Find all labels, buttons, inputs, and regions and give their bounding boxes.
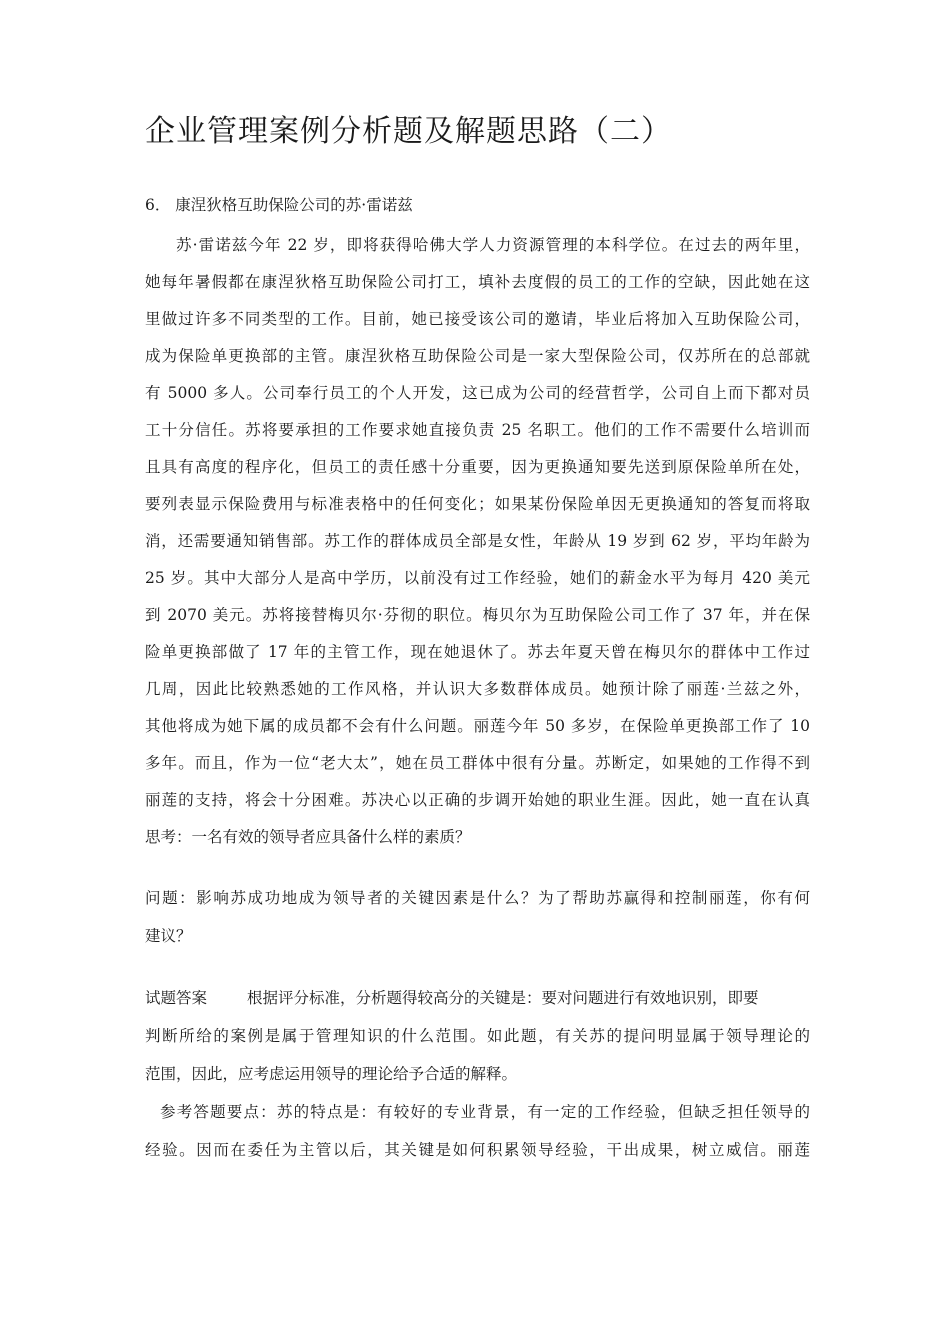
- answer-label: 试题答案: [145, 989, 208, 1007]
- answer-line: 判断所给的案例是属于管理知识的什么范围。如此题，有关苏的提问明显属于领导理论的: [145, 1027, 810, 1045]
- case-line: 苏·雷诺兹今年 22 岁，即将获得哈佛大学人力资源管理的本科学位。在过去的两年里，: [176, 236, 810, 254]
- answer-first-line: [145, 985, 810, 1011]
- case-line: 其他将成为她下属的成员都不会有什么问题。丽莲今年 50 多岁，在保险单更换部工作了 10: [145, 717, 810, 735]
- question-line: 建议？: [145, 927, 192, 945]
- case-line: 25 岁。其中大部分人是高中学历，以前没有过工作经验，她们的薪金水平为每月 420 美元: [145, 569, 810, 587]
- case-line: 消，还需要通知销售部。苏工作的群体成员全部是女性，年龄从 19 岁到 62 岁，平均年龄为: [145, 532, 810, 550]
- case-line: 且具有高度的程序化，但员工的责任感十分重要，因为更换通知要先送到原保险单所在处，: [145, 458, 810, 476]
- document-title: 企业管理案例分析题及解题思路（二）: [145, 114, 672, 149]
- case-line: 她每年暑假都在康涅狄格互助保险公司打工，填补去度假的员工的工作的空缺，因此她在这: [145, 273, 810, 291]
- case-line: 多年。而且，作为一位“老大太”，她在员工群体中很有分量。苏断定，如果她的工作得不到: [145, 754, 810, 772]
- case-line: 有 5000 多人。公司奉行员工的个人开发，这已成为公司的经营哲学，公司自上而下都对员: [145, 384, 810, 402]
- case-line: 工十分信任。苏将要承担的工作要求她直接负责 25 名职工。他们的工作不需要什么培训而: [145, 421, 810, 439]
- case-line: 要列表显示保险费用与标准表格中的任何变化；如果某份保险单因无更换通知的答复而将取: [145, 495, 810, 513]
- reference-line: 经验。因而在委任为主管以后，其关键是如何积累领导经验，干出成果，树立威信。丽莲: [145, 1141, 810, 1159]
- answer-line: 范围，因此，应考虑运用领导的理论给予合适的解释。: [145, 1065, 518, 1083]
- reference-line: 参考答题要点：苏的特点是：有较好的专业背景，有一定的工作经验，但缺乏担任领导的: [160, 1103, 810, 1121]
- case-line: 几周，因此比较熟悉她的工作风格，并认识大多数群体成员。她预计除了丽莲·兰兹之外，: [145, 680, 810, 698]
- question-line: 问题：影响苏成功地成为领导者的关键因素是什么？为了帮助苏赢得和控制丽莲，你有何: [145, 889, 810, 907]
- case-line: 险单更换部做了 17 年的主管工作，现在她退休了。苏去年夏天曾在梅贝尔的群体中工作过: [145, 643, 810, 661]
- case-line: 到 2070 美元。苏将接替梅贝尔·芬彻的职位。梅贝尔为互助保险公司工作了 37 年，并在保: [145, 606, 810, 624]
- case-heading: 6． 康涅狄格互助保险公司的苏·雷诺兹: [145, 196, 413, 214]
- case-line: 丽莲的支持，将会十分困难。苏决心以正确的步调开始她的职业生涯。因此，她一直在认真: [145, 791, 810, 809]
- answer-text: 根据评分标准，分析题得较高分的关键是：要对问题进行有效地识别，即要: [247, 989, 759, 1007]
- case-line: 思考：一名有效的领导者应具备什么样的素质？: [145, 828, 471, 846]
- case-line: 成为保险单更换部的主管。康涅狄格互助保险公司是一家大型保险公司，仅苏所在的总部就: [145, 347, 810, 365]
- case-line: 里做过许多不同类型的工作。目前，她已接受该公司的邀请，毕业后将加入互助保险公司，: [145, 310, 810, 328]
